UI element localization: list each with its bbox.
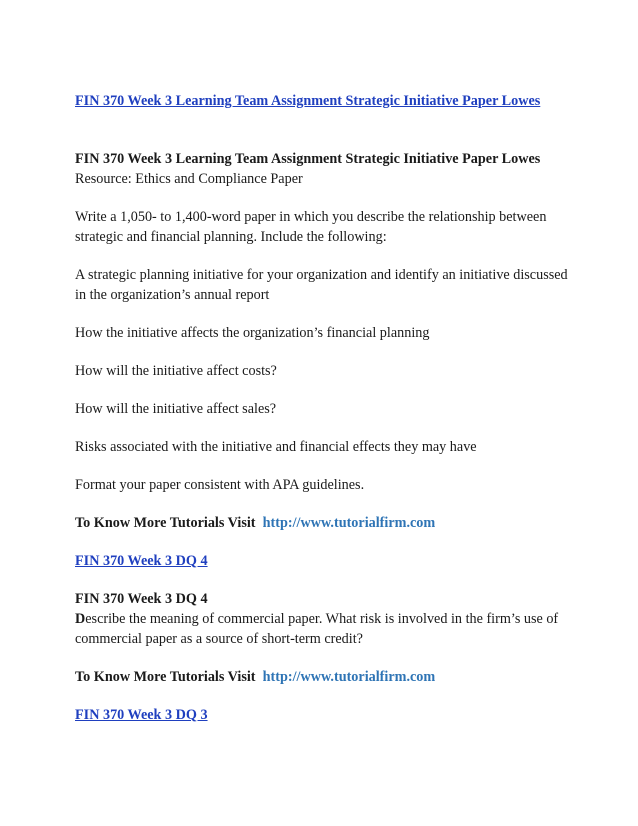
visit-line — [75, 513, 575, 533]
tutorial-url-link[interactable]: http://www.tutorialfirm.com — [262, 669, 436, 685]
tutorial-url-link[interactable]: http://www.tutorialfirm.com — [262, 515, 436, 531]
visit-line-2 — [75, 667, 575, 687]
paragraph-risks: Risks associated with the initiative and financial effects they may have — [75, 439, 477, 455]
paragraph-commercial-paper — [75, 609, 575, 649]
section-heading-dq4: FIN 370 Week 3 DQ 4 — [75, 591, 208, 607]
paragraph-costs: How will the initiative affect costs? — [75, 363, 277, 379]
visit-label: To Know More Tutorials Visit — [75, 515, 256, 531]
paragraph-commercial-paper-text: escribe the meaning of commercial paper. What risk is involved in the firm’s use of commercial paper as a source of short-term credit? — [75, 611, 559, 647]
visit-label: To Know More Tutorials Visit — [75, 669, 256, 685]
resource-line: Resource: Ethics and Compliance Paper — [75, 171, 303, 187]
section-heading-strategic-initiative: FIN 370 Week 3 Learning Team Assignment Strategic Initiative Paper Lowes — [75, 151, 541, 167]
paragraph-sales: How will the initiative affect sales? — [75, 401, 277, 417]
paragraph-instructions: Write a 1,050- to 1,400-word paper in which you describe the relationship between strategic and financial planning. Include the following: — [75, 209, 547, 245]
paragraph-initiative: A strategic planning initiative for your organization and identify an initiative discussed in the organization’s annual report — [75, 267, 568, 303]
drop-letter: D — [75, 611, 86, 627]
title-link-dq3[interactable]: FIN 370 Week 3 DQ 3 — [75, 707, 208, 723]
paragraph-financial-planning: How the initiative affects the organization’s financial planning — [75, 325, 430, 341]
title-link-dq4[interactable]: FIN 370 Week 3 DQ 4 — [75, 553, 208, 569]
title-link-strategic-initiative[interactable]: FIN 370 Week 3 Learning Team Assignment Strategic Initiative Paper Lowes — [75, 93, 541, 109]
document-body — [75, 91, 575, 725]
paragraph-apa: Format your paper consistent with APA guidelines. — [75, 477, 365, 493]
